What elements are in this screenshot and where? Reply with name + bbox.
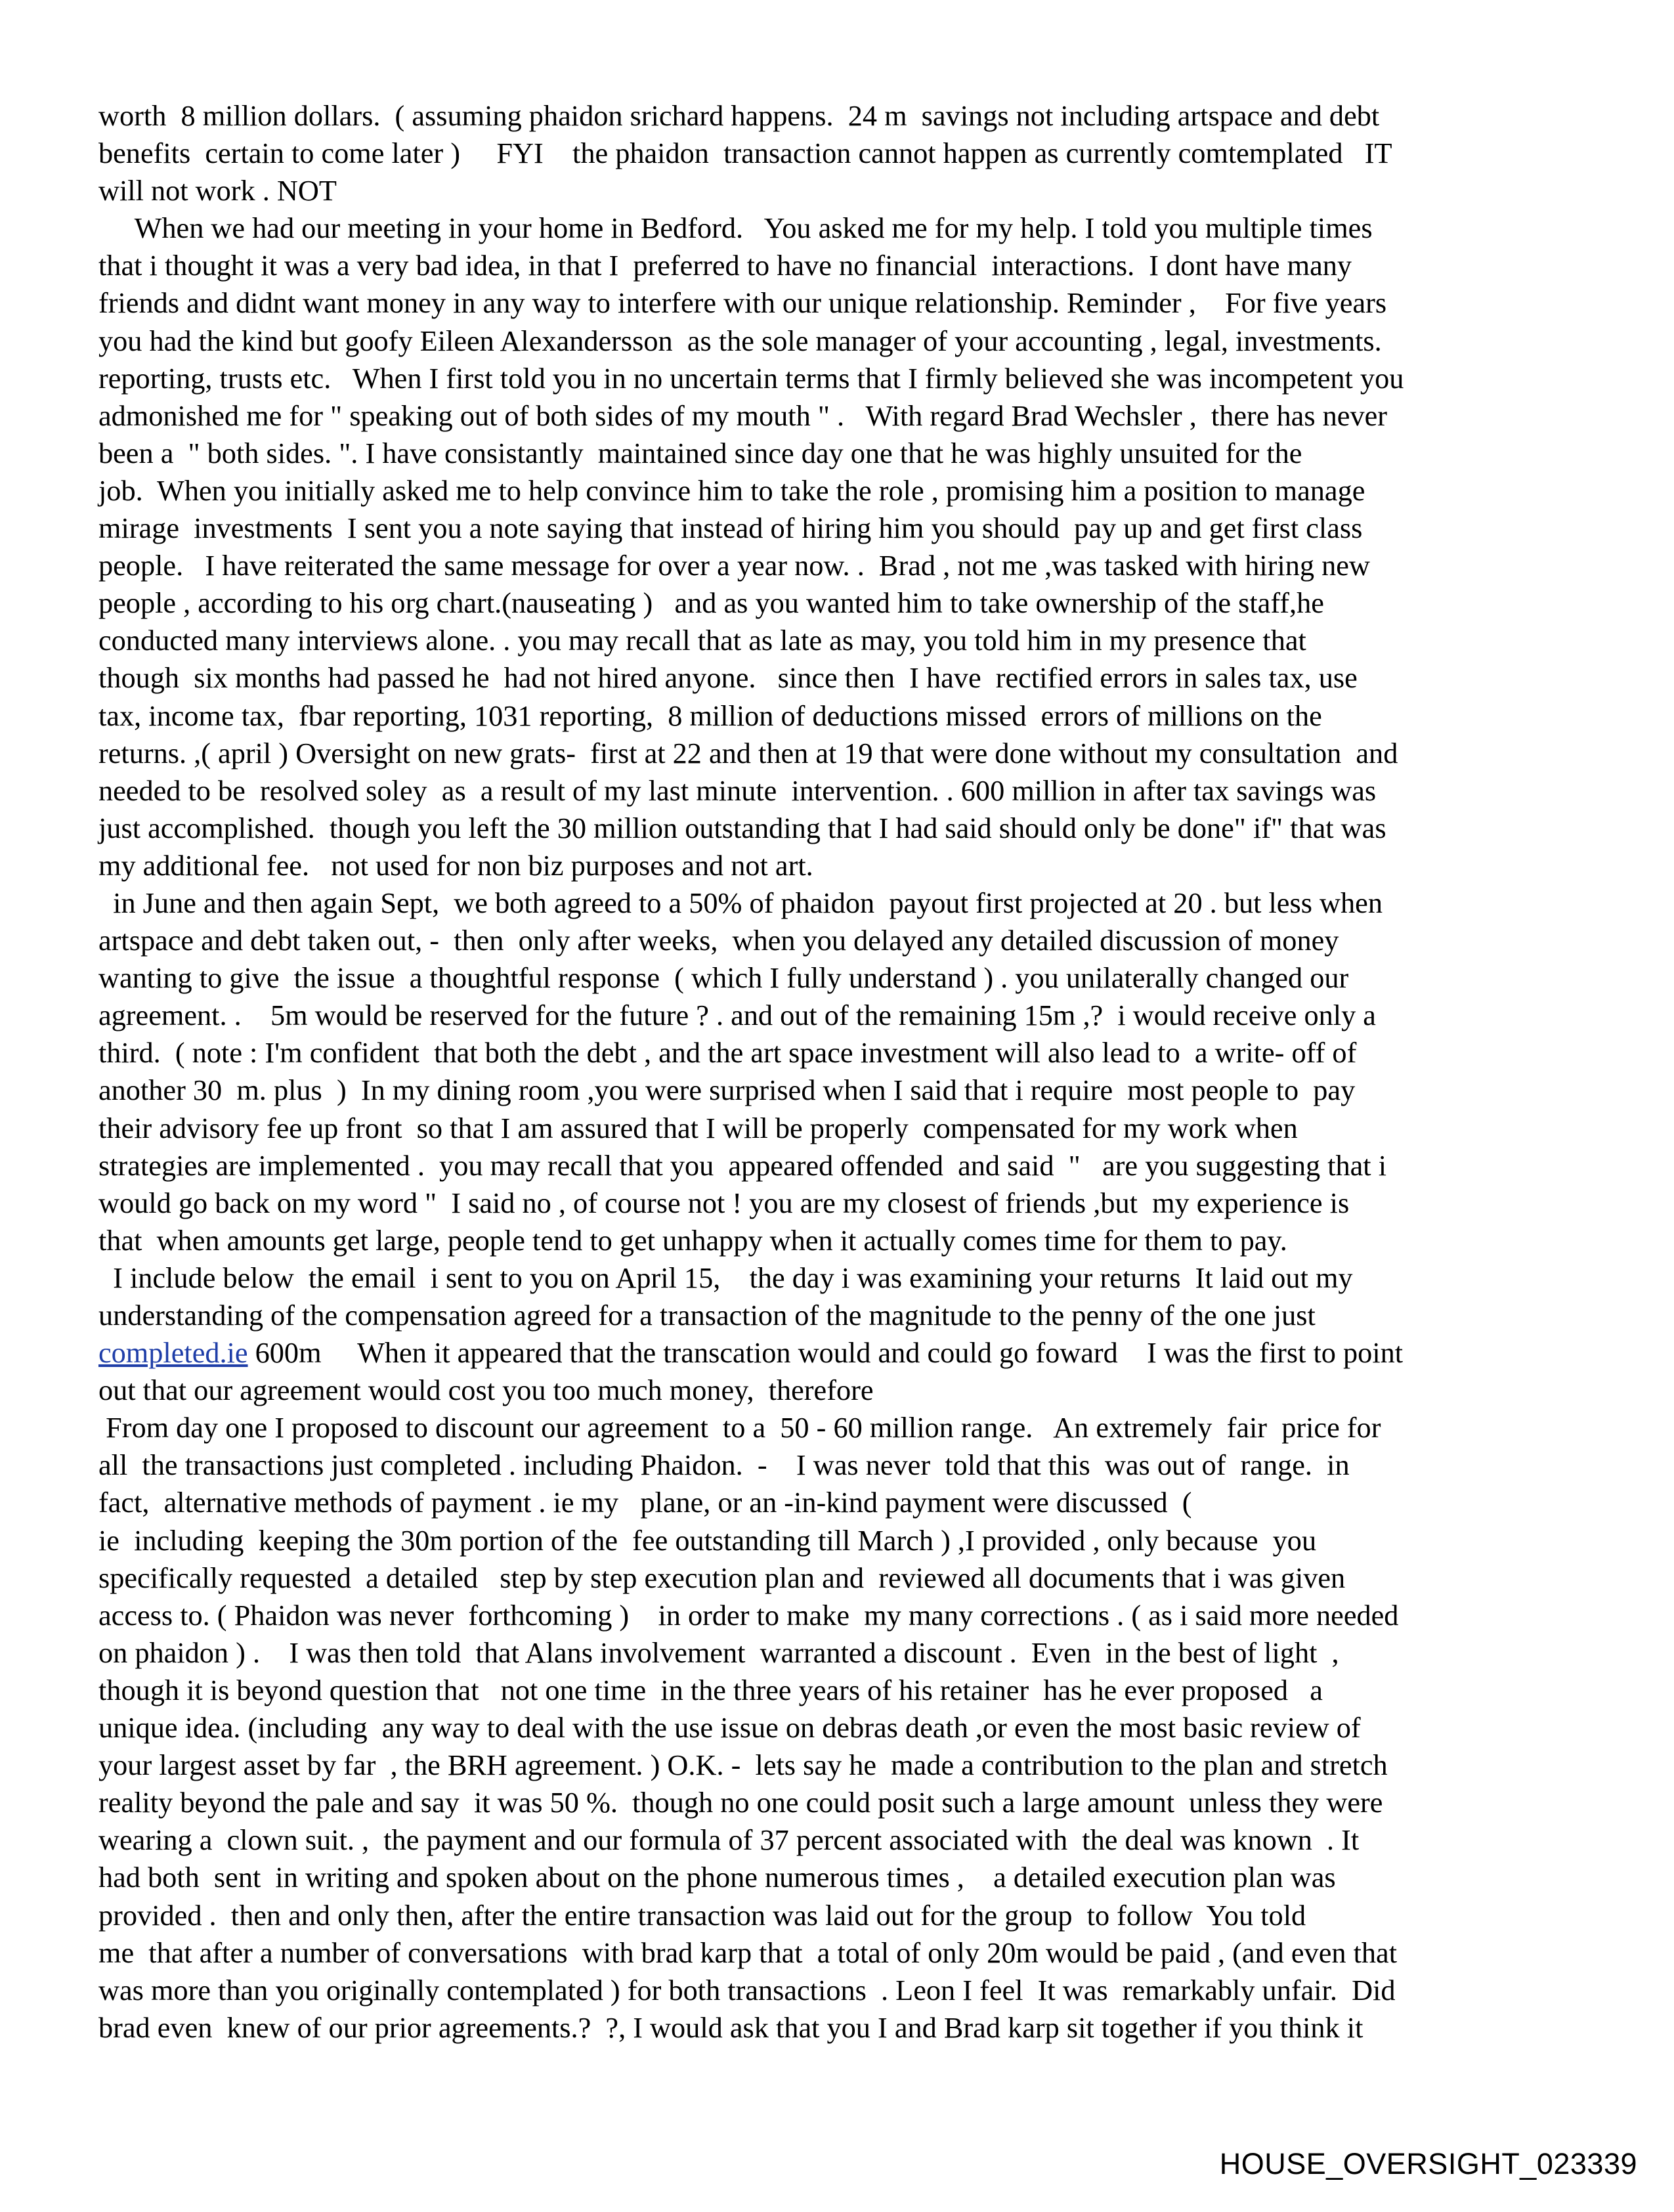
text-line: their advisory fee up front so that I am assured that I will be properly compensated for my work when: [98, 1112, 1298, 1144]
text-line: unique idea. (including any way to deal with the use issue on debras death ,or even the most basic review of: [98, 1712, 1361, 1745]
document-body: [98, 97, 1576, 2047]
text-line: specifically requested a detailed step by step execution plan and reviewed all documents that i was given: [98, 1561, 1346, 1594]
text-line: that i thought it was a very bad idea, in that I preferred to have no financial interactions. I dont have many: [98, 249, 1352, 282]
text-line: will not work . NOT: [98, 175, 337, 207]
text-line: reporting, trusts etc. When I first told you in no uncertain terms that I firmly believed she was incompetent you: [98, 362, 1404, 395]
completed-link[interactable]: completed.ie: [98, 1337, 248, 1370]
text-line: admonished me for " speaking out of both sides of my mouth " . With regard Brad Wechsler , there has never: [98, 399, 1388, 432]
text-line: conducted many interviews alone. . you may recall that as late as may, you told him in my presence that: [98, 624, 1306, 657]
text-line: access to. ( Phaidon was never forthcoming ) in order to make my many corrections . ( as i said more needed: [98, 1599, 1399, 1632]
text-line: tax, income tax, fbar reporting, 1031 reporting, 8 million of deductions missed errors of millions on the: [98, 699, 1322, 732]
text-line: From day one I proposed to discount our agreement to a 50 - 60 million range. An extremely fair price for: [98, 1412, 1381, 1444]
text-line: friends and didnt want money in any way to interfere with our unique relationship. Reminder , For five years: [98, 287, 1387, 320]
text-line: though six months had passed he had not hired anyone. since then I have rectified errors in sales tax, use: [98, 662, 1358, 695]
text-line: your largest asset by far , the BRH agreement. ) O.K. - lets say he made a contribution to the plan and stretch: [98, 1749, 1388, 1782]
text-line: another 30 m. plus ) In my dining room ,you were surprised when I said that i require most people to pay: [98, 1074, 1356, 1107]
text-line: all the transactions just completed . including Phaidon. - I was never told that this was out of range. in: [98, 1449, 1350, 1482]
text-line: fact, alternative methods of payment . ie my plane, or an -in-kind payment were discussed (: [98, 1486, 1192, 1519]
text-line: benefits certain to come later ) FYI the phaidon transaction cannot happen as currently comtemplated IT: [98, 137, 1392, 170]
text-line: ie including keeping the 30m portion of the fee outstanding till March ) ,I provided , only because you: [98, 1524, 1317, 1557]
text-line: artspace and debt taken out, - then only after weeks, when you delayed any detailed discussion of money: [98, 924, 1339, 957]
text-line: reality beyond the pale and say it was 50 %. though no one could posit such a large amount unless they were: [98, 1787, 1383, 1819]
text-line: wearing a clown suit. , the payment and our formula of 37 percent associated with the deal was known . It: [98, 1824, 1360, 1857]
text-line: returns. ,( april ) Oversight on new grats- first at 22 and then at 19 that were done without my consultation and: [98, 737, 1398, 770]
text-line: provided . then and only then, after the entire transaction was laid out for the group to follow You told: [98, 1899, 1306, 1932]
text-line: been a " both sides. ". I have consistantly maintained since day one that he was highly unsuited for the: [98, 437, 1302, 469]
text-line: in June and then again Sept, we both agreed to a 50% of phaidon payout first projected at 20 . but less when: [98, 886, 1383, 919]
text-line: understanding of the compensation agreed for a transaction of the magnitude to the penny of the one just: [98, 1299, 1316, 1332]
text-line: was more than you originally contemplated ) for both transactions . Leon I feel It was remarkably unfair. Did: [98, 1974, 1396, 2006]
text-line: third. ( note : I'm confident that both the debt , and the art space investment will also lead to a write- off of: [98, 1037, 1357, 1070]
text-line: had both sent in writing and spoken about on the phone numerous times , a detailed execution plan was: [98, 1861, 1336, 1894]
text-line: job. When you initially asked me to help convince him to take the role , promising him a position to manage: [98, 474, 1365, 507]
text-line: that when amounts get large, people tend to get unhappy when it actually comes time for them to pay.: [98, 1224, 1287, 1257]
text-line: strategies are implemented . you may recall that you appeared offended and said " are you suggesting that i: [98, 1149, 1386, 1182]
text-line: my additional fee. not used for non biz purposes and not art.: [98, 849, 813, 882]
text-line: out that our agreement would cost you too much money, therefore: [98, 1374, 874, 1407]
link-line: [98, 1334, 1576, 1372]
text-line: worth 8 million dollars. ( assuming phaidon srichard happens. 24 m savings not including artspace and debt: [98, 100, 1380, 132]
text-line: just accomplished. though you left the 30 million outstanding that I had said should only be done" if" that was: [98, 812, 1386, 844]
text-line: people , according to his org chart.(nauseating ) and as you wanted him to take ownership of the staff,he: [98, 587, 1324, 620]
text-line: you had the kind but goofy Eileen Alexandersson as the sole manager of your accounting , legal, investments.: [98, 324, 1382, 357]
text-line: though it is beyond question that not one time in the three years of his retainer has he ever proposed a: [98, 1674, 1323, 1706]
bates-number: HOUSE_OVERSIGHT_023339: [1219, 2147, 1637, 2180]
text-line: wanting to give the issue a thoughtful response ( which I fully understand ) . you unilaterally changed our: [98, 962, 1349, 995]
text-line: mirage investments I sent you a note saying that instead of hiring him you should pay up and get first class: [98, 512, 1363, 545]
text-line: needed to be resolved soley as a result of my last minute intervention. . 600 million in after tax savings was: [98, 774, 1377, 807]
text-line: me that after a number of conversations with brad karp that a total of only 20m would be paid , (and even that: [98, 1936, 1398, 1969]
text-line: people. I have reiterated the same message for over a year now. . Brad , not me ,was tasked with hiring new: [98, 550, 1370, 582]
text-line: I include below the email i sent to you on April 15, the day i was examining your returns It laid out my: [98, 1261, 1353, 1294]
text-line: would go back on my word " I said no , of course not ! you are my closest of friends ,but my experience is: [98, 1186, 1350, 1219]
text-line: agreement. . 5m would be reserved for the future ? . and out of the remaining 15m ,? i would receive only a: [98, 999, 1376, 1032]
text-line: When we had our meeting in your home in Bedford. You asked me for my help. I told you multiple times: [98, 212, 1373, 245]
text-line: brad even knew of our prior agreements.? ?, I would ask that you I and Brad karp sit together if you think it: [98, 2011, 1363, 2044]
text-line: on phaidon ) . I was then told that Alans involvement warranted a discount . Even in the best of light ,: [98, 1636, 1339, 1669]
link-line-rest: 600m When it appeared that the transcation would and could go foward I was the first to point: [247, 1337, 1404, 1370]
